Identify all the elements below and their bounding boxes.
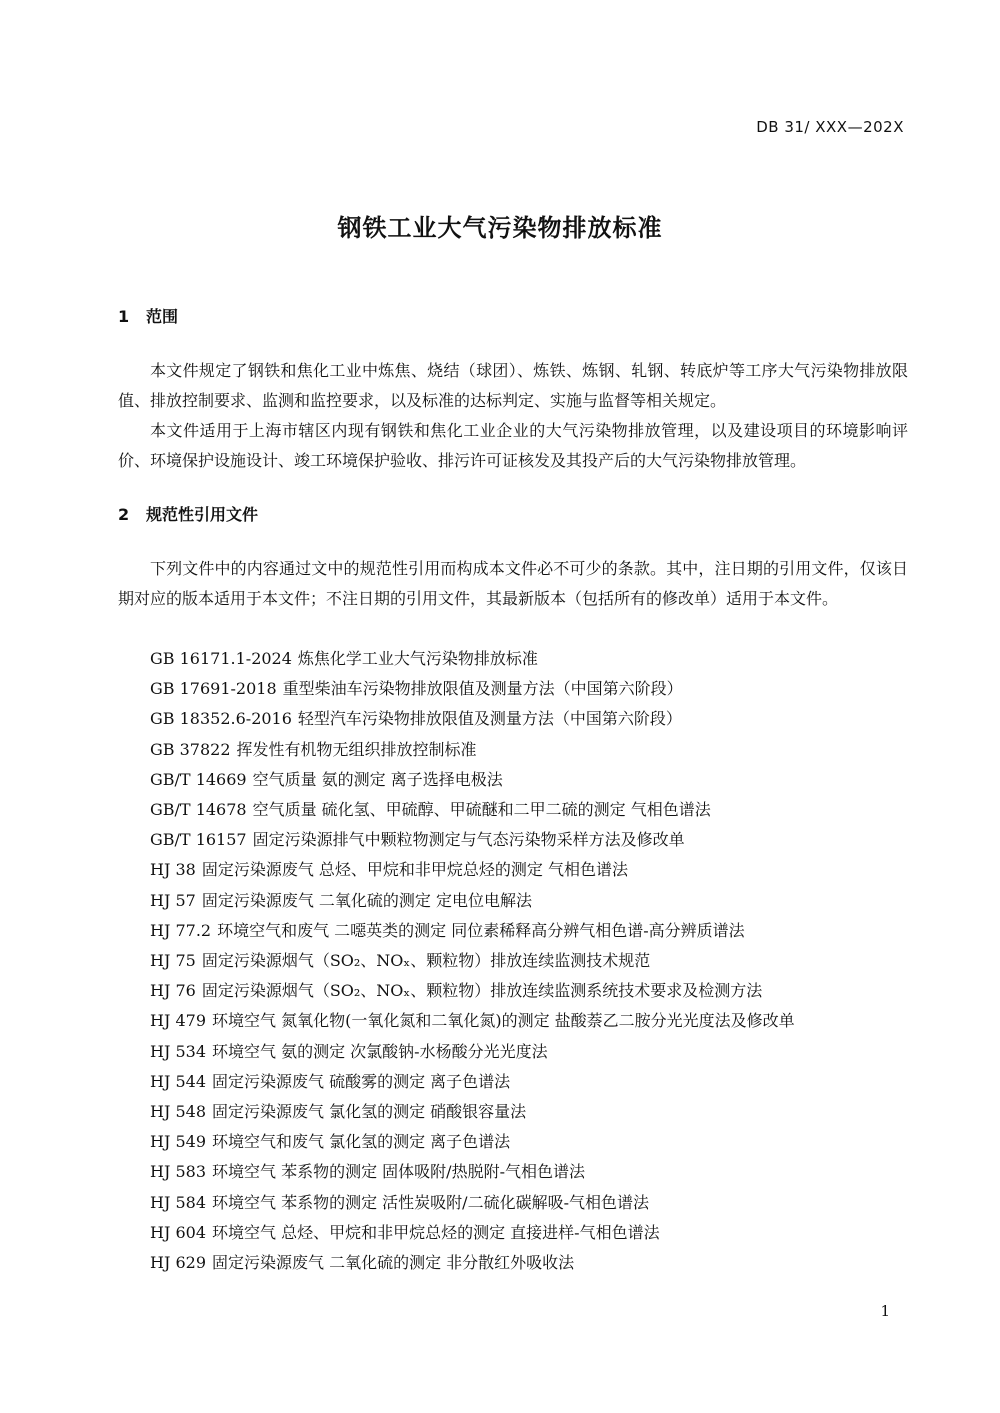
reference-item xyxy=(150,1157,910,1187)
reference-item xyxy=(150,946,910,976)
page-number: 1 xyxy=(880,1302,890,1320)
reference-code: GB/T 16157 xyxy=(150,830,247,850)
reference-code: HJ 544 xyxy=(150,1071,206,1091)
reference-title: 固定污染源废气 总烃、甲烷和非甲烷总烃的测定 气相色谱法 xyxy=(201,860,628,880)
reference-item xyxy=(150,795,910,825)
reference-item xyxy=(150,1037,910,1067)
reference-item xyxy=(150,886,910,916)
reference-item xyxy=(150,825,910,855)
reference-item xyxy=(150,644,910,674)
reference-code: HJ 604 xyxy=(150,1222,206,1242)
reference-code: HJ 534 xyxy=(150,1041,206,1061)
reference-code: GB 18352.6-2016 xyxy=(150,709,292,729)
reference-code: GB/T 14669 xyxy=(150,769,247,789)
reference-item xyxy=(150,1127,910,1157)
reference-title: 固定污染源烟气（SO₂、NOₓ、颗粒物）排放连续监测系统技术要求及检测方法 xyxy=(201,981,763,1001)
reference-title: 环境空气和废气 二噁英类的测定 同位素稀释高分辨气相色谱-高分辨质谱法 xyxy=(217,920,745,940)
reference-code: GB/T 14678 xyxy=(150,800,247,820)
reference-code: HJ 479 xyxy=(150,1011,206,1031)
reference-title: 环境空气 氮氧化物(一氧化氮和二氧化氮)的测定 盐酸萘乙二胺分光光度法及修改单 xyxy=(212,1011,795,1031)
reference-title: 环境空气 总烃、甲烷和非甲烷总烃的测定 直接进样-气相色谱法 xyxy=(212,1222,660,1242)
section-2-number: 2 xyxy=(118,505,130,524)
section-2-title: 规范性引用文件 xyxy=(146,505,259,524)
reference-code: HJ 57 xyxy=(150,890,196,910)
reference-item xyxy=(150,1097,910,1127)
section-1-number: 1 xyxy=(118,307,130,326)
reference-code: HJ 76 xyxy=(150,981,196,1001)
reference-item xyxy=(150,916,910,946)
section-1-paragraph-1: 本文件规定了钢铁和焦化工业中炼焦、烧结（球团）、炼铁、炼钢、轧钢、转底炉等工序大气污染物排放限值、排放控制要求、监测和监控要求，以及标准的达标判定、实施与监督等相关规定。 xyxy=(118,361,908,410)
reference-list xyxy=(150,644,910,1278)
reference-item xyxy=(150,1218,910,1248)
reference-item xyxy=(150,765,910,795)
reference-title: 空气质量 氨的测定 离子选择电极法 xyxy=(252,769,503,789)
reference-title: 空气质量 硫化氢、甲硫醇、甲硫醚和二甲二硫的测定 气相色谱法 xyxy=(252,800,711,820)
section-1-paragraph-2: 本文件适用于上海市辖区内现有钢铁和焦化工业企业的大气污染物排放管理，以及建设项目的环境影响评价、环境保护设施设计、竣工环境保护验收、排污许可证核发及其投产后的大气污染物排放管理。 xyxy=(118,421,908,470)
reference-title: 固定污染源废气 二氧化硫的测定 定电位电解法 xyxy=(201,890,532,910)
reference-title: 环境空气 苯系物的测定 活性炭吸附/二硫化碳解吸-气相色谱法 xyxy=(212,1192,649,1212)
reference-code: HJ 583 xyxy=(150,1162,206,1182)
reference-code: GB 37822 xyxy=(150,739,231,759)
section-2-intro: 下列文件中的内容通过文中的规范性引用而构成本文件必不可少的条款。其中，注日期的引用文件，仅该日期对应的版本适用于本文件；不注日期的引用文件，其最新版本（包括所有的修改单）适用于本文件。 xyxy=(118,559,908,608)
reference-code: HJ 77.2 xyxy=(150,920,212,940)
reference-item xyxy=(150,704,910,734)
reference-item xyxy=(150,735,910,765)
reference-title: 固定污染源排气中颗粒物测定与气态污染物采样方法及修改单 xyxy=(252,830,685,850)
reference-title: 环境空气和废气 氯化氢的测定 离子色谱法 xyxy=(212,1132,511,1152)
reference-item xyxy=(150,855,910,885)
reference-code: HJ 629 xyxy=(150,1253,206,1273)
reference-code: HJ 549 xyxy=(150,1132,206,1152)
reference-title: 挥发性有机物无组织排放控制标准 xyxy=(236,739,477,759)
reference-item xyxy=(150,1067,910,1097)
reference-code: HJ 38 xyxy=(150,860,196,880)
document-title: 钢铁工业大气污染物排放标准 xyxy=(337,214,663,242)
reference-code: HJ 75 xyxy=(150,951,196,971)
section-1-title: 范围 xyxy=(146,307,179,326)
section-1-heading xyxy=(118,304,178,327)
reference-code: GB 16171.1-2024 xyxy=(150,649,292,668)
reference-item xyxy=(150,1006,910,1036)
reference-title: 固定污染源烟气（SO₂、NOₓ、颗粒物）排放连续监测技术规范 xyxy=(201,951,651,971)
section-2-heading xyxy=(118,502,258,525)
reference-title: 环境空气 苯系物的测定 固体吸附/热脱附-气相色谱法 xyxy=(212,1162,585,1182)
reference-code: HJ 548 xyxy=(150,1102,206,1122)
reference-title: 环境空气 氨的测定 次氯酸钠-水杨酸分光光度法 xyxy=(212,1041,548,1061)
reference-title: 固定污染源废气 硫酸雾的测定 离子色谱法 xyxy=(212,1071,511,1091)
reference-item xyxy=(150,1248,910,1278)
reference-title: 炼焦化学工业大气污染物排放标准 xyxy=(297,649,538,668)
reference-code: HJ 584 xyxy=(150,1192,206,1212)
reference-code: GB 17691-2018 xyxy=(150,679,277,699)
reference-item xyxy=(150,674,910,704)
reference-item xyxy=(150,976,910,1006)
reference-title: 重型柴油车污染物排放限值及测量方法（中国第六阶段） xyxy=(282,679,683,699)
document-code: DB 31/ XXX—202X xyxy=(756,118,904,136)
reference-title: 轻型汽车污染物排放限值及测量方法（中国第六阶段） xyxy=(297,709,682,729)
reference-item xyxy=(150,1188,910,1218)
reference-title: 固定污染源废气 氯化氢的测定 硝酸银容量法 xyxy=(212,1102,527,1122)
reference-title: 固定污染源废气 二氧化硫的测定 非分散红外吸收法 xyxy=(212,1253,575,1273)
